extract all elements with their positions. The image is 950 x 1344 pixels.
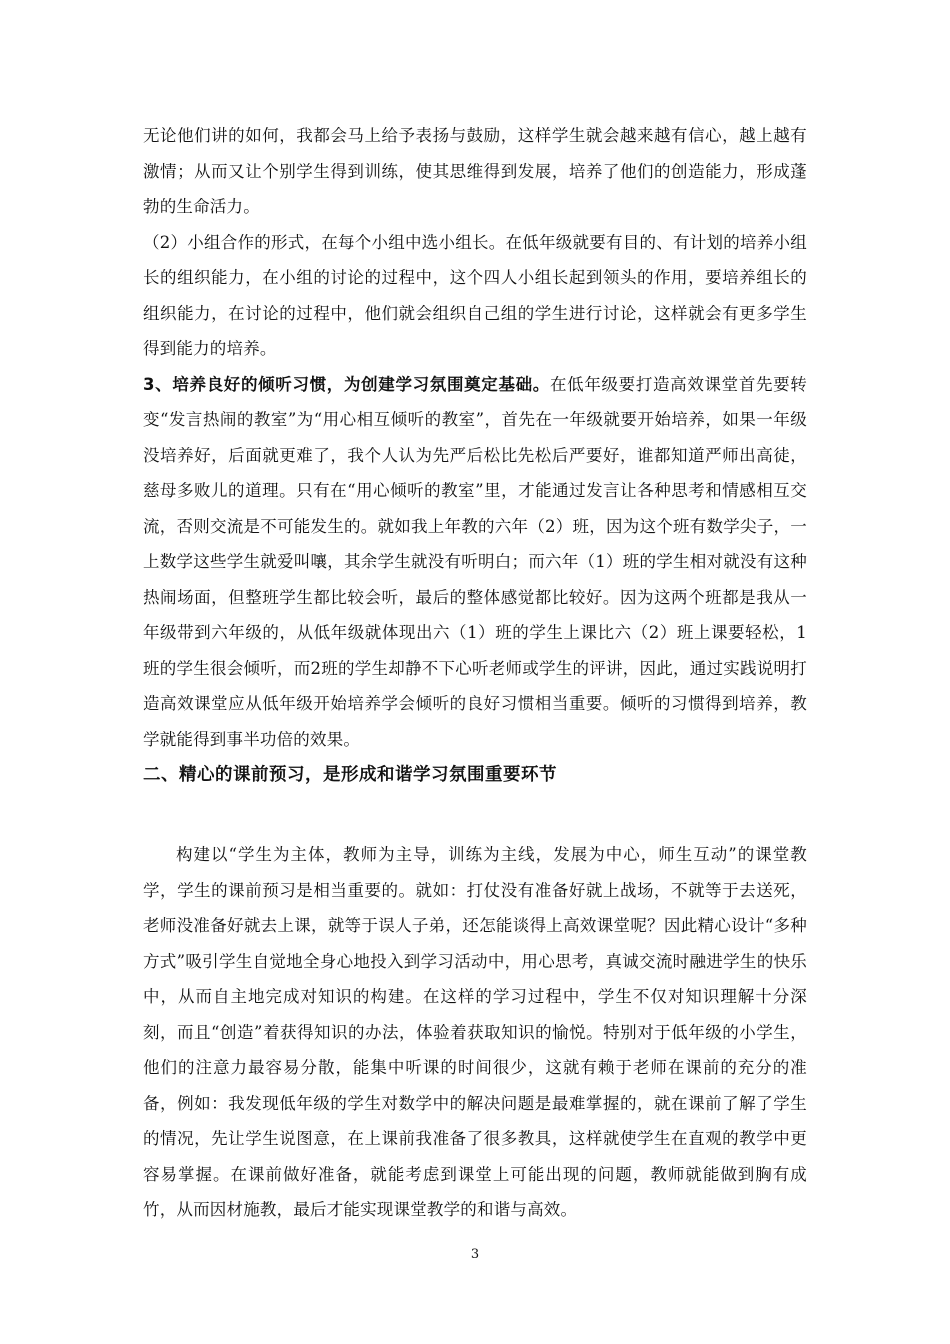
spacer — [143, 793, 807, 837]
page-number: 3 — [470, 1247, 480, 1262]
paragraph-text: （2）小组合作的形式，在每个小组中选小组长。在低年级就要有目的、有计划的培养小组长的组织能力，在小组的讨论的过程中，这个四人小组长起到领头的作用，要培养组长的组织能力，在讨论的过程中，他们就会组织自己组的学生进行讨论，这样就会有更多学生得到能力的培养。 — [143, 232, 807, 358]
paragraph-group-work — [143, 225, 807, 367]
document-body — [143, 118, 807, 1228]
paragraph-listening-habits — [143, 367, 807, 758]
paragraph-continuation — [143, 118, 807, 225]
paragraph-preview — [143, 837, 807, 1228]
section-heading: 二、精心的课前预习，是形成和谐学习氛围重要环节 — [143, 765, 557, 785]
paragraph-text: 在低年级要打造高效课堂首先要转变“发言热闹的教室”为“用心相互倾听的教室”，首先在一年级就要开始培养，如果一年级没培养好，后面就更难了，我个人认为先严后松比先松后严要好，谁都知道严师出高徒，慈母多败儿的道理。只有在“用心倾听的教室”里，才能通过发言让各种思考和情感相互交流，否则交流是不可能发生的。就如我上年教的六年（2）班，因为这个班有数学尖子，一上数学这些学生就爱叫嚷，其余学生就没有听明白；而六年（1）班的学生相对就没有这种热闹场面，但整班学生都比较会听，最后的整体感觉都比较好。因为这两个班都是我从一年级带到六年级的，从低年级就体现出六（1）班的学生上课比六（2）班上课要轻松，1班的学生很会倾听，而2班的学生却静不下心听老师或学生的评讲，因此，通过实践说明打造高效课堂应从低年级开始培养学会倾听的良好习惯相当重要。倾听的习惯得到培养，教学就能得到事半功倍的效果。 — [143, 374, 808, 749]
paragraph-lead: 3、培养良好的倾听习惯，为创建学习氛围奠定基础。 — [143, 374, 550, 394]
paragraph-text: 无论他们讲的如何，我都会马上给予表扬与鼓励，这样学生就会越来越有信心，越上越有激情；从而又让个别学生得到训练，使其思维得到发展，培养了他们的创造能力，形成蓬勃的生命活力。 — [143, 126, 807, 216]
paragraph-text: 构建以“学生为主体，教师为主导，训练为主线，发展为中心，师生互动”的课堂教学，学生的课前预习是相当重要的。就如：打仗没有准备好就上战场，不就等于去送死，老师没准备好就去上课，就等于误人子弟，还怎能谈得上高效课堂呢？因此精心设计“多种方式”吸引学生自觉地全身心地投入到学习活动中，用心思考，真诚交流时融进学生的快乐中，从而自主地完成对知识的构建。在这样的学习过程中，学生不仅对知识理解十分深刻，而且“创造”着获得知识的办法，体验着获取知识的愉悦。特别对于低年级的小学生，他们的注意力最容易分散，能集中听课的时间很少，这就有赖于老师在课前的充分的准备，例如：我发现低年级的学生对数学中的解决问题是最难掌握的，就在课前了解了学生的情况，先让学生说图意，在上课前我准备了很多教具，这样就使学生在直观的教学中更容易掌握。在课前做好准备，就能考虑到课堂上可能出现的问题，教师就能做到胸有成竹，从而因材施教，最后才能实现课堂教学的和谐与高效。 — [143, 845, 807, 1219]
